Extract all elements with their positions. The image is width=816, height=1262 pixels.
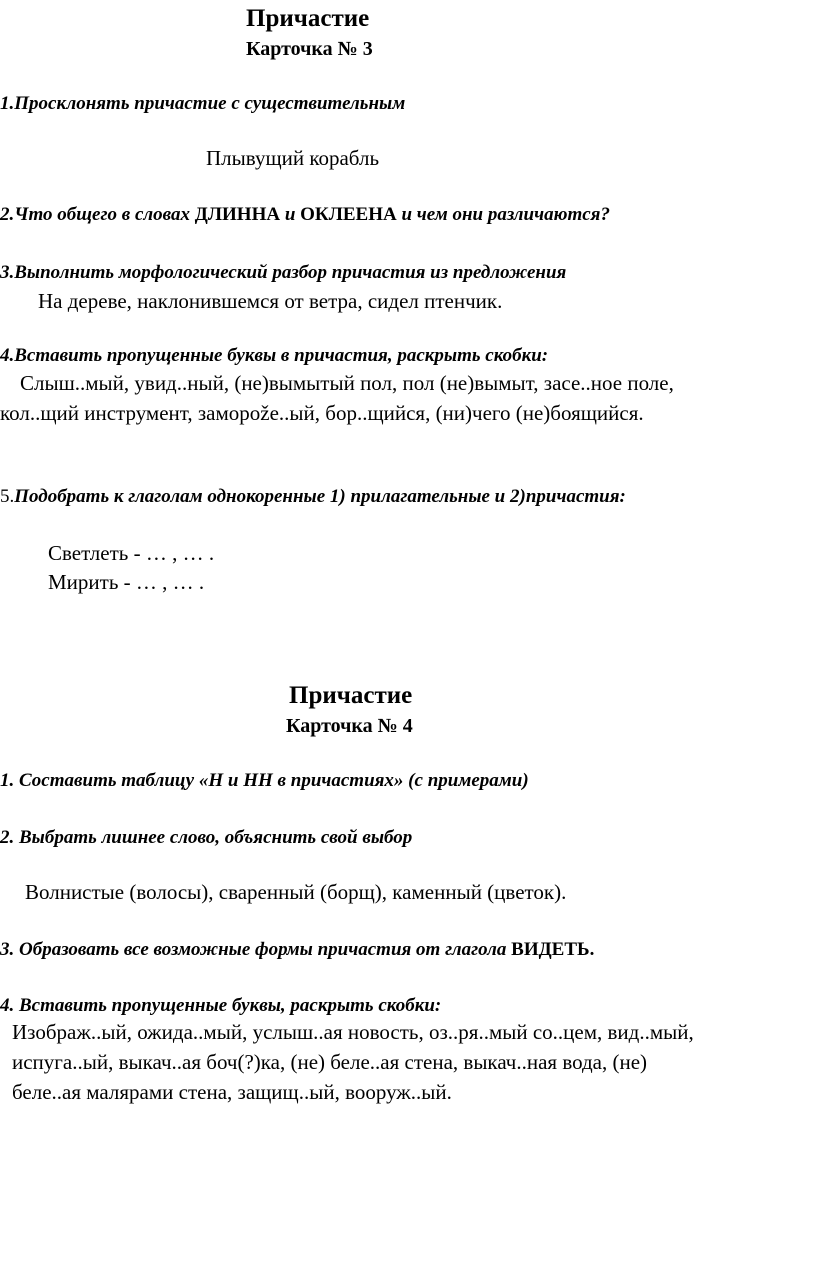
card3-question-4-line-2: кол..щий инструмент, заморože..ый, бор..щийся, (ни)чего (не)боящийся. [0, 401, 644, 425]
card3-question-1-text: Плывущий корабль [206, 146, 380, 170]
card3-question-2-lead: 2.Что общего в словах [0, 204, 195, 225]
card3-question-2 [0, 204, 610, 226]
card3-question-2-word1: ДЛИННА [194, 204, 281, 225]
card4-question-2: 2. Выбрать лишнее слово, объяснить свой выбор [0, 827, 413, 848]
card3-question-1: 1.Просклонять причастие с существительным [0, 93, 406, 114]
card3-question-4-line-1: Слыш..мый, увид..ный, (не)вымытый пол, пол (не)вымыт, засе..ное поле, [20, 371, 674, 395]
card3-question-2-tail: и чем они различаются? [396, 204, 610, 225]
card4-question-3-verb: ВИДЕТЬ. [511, 939, 595, 960]
card3-title: Причастие [246, 5, 370, 32]
card3-question-2-and: и [280, 204, 301, 225]
card4-question-4: 4. Вставить пропущенные буквы, раскрыть скобки: [0, 995, 442, 1016]
card4-title: Причастие [289, 682, 413, 709]
card3-question-5-text: Подобрать к глаголам однокоренные 1) прилагательные и 2)причастия: [14, 486, 626, 507]
card4-question-1: 1. Составить таблицу «Н и НН в причастиях» (с примерами) [0, 770, 529, 791]
card3-question-5-line-2: Мирить - … , … . [48, 570, 205, 594]
card3-question-5-line-1: Светлеть - … , … . [48, 541, 215, 565]
card3-question-5 [0, 486, 626, 508]
card4-question-4-line-2: испуга..ый, выкач..ая боч(?)ка, (не) беле..ая стена, выкач..ная вода, (не) [12, 1050, 648, 1074]
card4-question-2-text: Волнистые (волосы), сваренный (борщ), каменный (цветок). [25, 880, 567, 904]
card3-question-5-number: 5. [0, 486, 15, 507]
card4-question-4-line-3: беле..ая малярами стена, защищ..ый, вооруж..ый. [12, 1080, 452, 1104]
card4-question-3 [0, 939, 594, 961]
card4-question-4-line-1: Изображ..ый, ожида..мый, услыш..ая новость, оз..ря..мый со..цем, вид..мый, [12, 1020, 694, 1044]
card3-question-2-word2: ОКЛЕЕНА [300, 204, 397, 225]
card4-question-3-lead: 3. Образовать все возможные формы причастия от глагола [0, 939, 512, 960]
card3-question-3-text: На дереве, наклонившемся от ветра, сидел птенчик. [38, 289, 503, 313]
card3-question-4: 4.Вставить пропущенные буквы в причастия, раскрыть скобки: [0, 345, 549, 366]
card3-subtitle: Карточка № 3 [246, 38, 373, 60]
card4-subtitle: Карточка № 4 [286, 715, 413, 737]
card3-question-3: 3.Выполнить морфологический разбор причастия из предложения [0, 262, 567, 283]
